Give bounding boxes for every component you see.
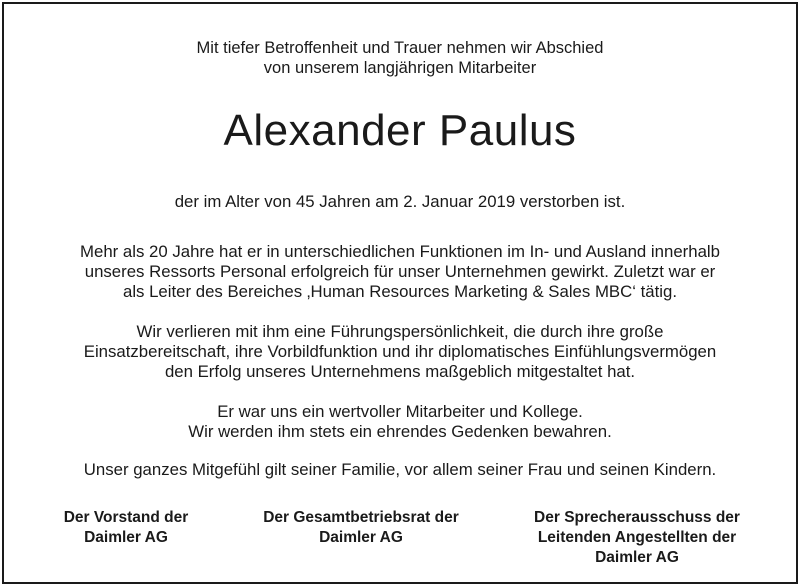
signature-line: Der Vorstand der <box>63 509 189 526</box>
signature-line: Leitenden Angestellten der <box>537 529 737 546</box>
paragraph-2-line-2: Einsatzbereitschaft, ihre Vorbildfunktion und ihr diplomatisches Einfühlungsvermögen <box>83 342 717 361</box>
paragraph-2-line-1: Wir verlieren mit ihm eine Führungspersönlichkeit, die durch ihre große <box>136 322 664 341</box>
signature-line: Der Gesamtbetriebsrat der <box>263 509 459 526</box>
signature-executives-committee <box>504 508 770 568</box>
signature-line: Daimler AG <box>319 529 403 546</box>
obituary-notice <box>2 2 798 584</box>
signature-line: Der Sprecherausschuss der <box>534 509 740 526</box>
intro-line-2: von unserem langjährigen Mitarbeiter <box>263 59 537 77</box>
signature-board <box>26 508 226 548</box>
signature-line: Daimler AG <box>84 529 168 546</box>
intro-line-1: Mit tiefer Betroffenheit und Trauer nehmen wir Abschied <box>196 39 604 57</box>
paragraph-1-line-2: unseres Ressorts Personal erfolgreich für unser Unternehmen gewirkt. Zuletzt war er <box>84 262 716 281</box>
paragraph-3-line-1: Er war uns ein wertvoller Mitarbeiter und Kollege. <box>217 402 583 421</box>
death-line: der im Alter von 45 Jahren am 2. Januar 2019 verstorben ist. <box>174 192 626 211</box>
paragraph-1-line-3: als Leiter des Bereiches ‚Human Resources Marketing & Sales MBC‘ tätig. <box>122 282 678 301</box>
signature-works-council <box>236 508 486 548</box>
paragraph-1-line-1: Mehr als 20 Jahre hat er in unterschiedlichen Funktionen im In- und Ausland innerhalb <box>80 242 720 261</box>
paragraph-3-line-2: Wir werden ihm stets ein ehrendes Gedenken bewahren. <box>188 422 612 441</box>
deceased-name: Alexander Paulus <box>223 106 577 155</box>
paragraph-4-line-1: Unser ganzes Mitgefühl gilt seiner Familie, vor allem seiner Frau und seinen Kindern. <box>83 460 717 479</box>
signature-line: Daimler AG <box>595 549 679 566</box>
paragraph-2-line-3: den Erfolg unseres Unternehmens maßgeblich mitgestaltet hat. <box>164 362 636 381</box>
